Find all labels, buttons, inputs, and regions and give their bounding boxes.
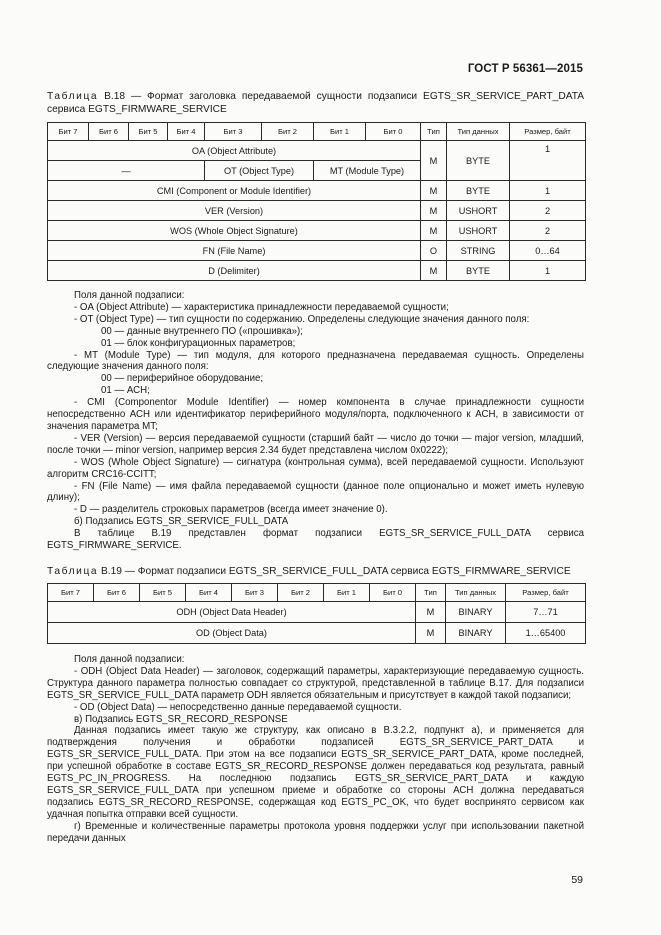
header-cell: Бит 5 <box>129 123 168 141</box>
paragraph: - MT (Module Type) — тип модуля, для которого предназначена передаваемая сущность. Определены следующие значения данного поля: <box>47 349 584 373</box>
size-cell: 1 <box>510 181 586 201</box>
data-type-cell: STRING <box>447 241 510 261</box>
paragraph: - OD (Object Data) — непосредственно данные передаваемой сущности. <box>74 701 402 713</box>
table-row <box>48 261 586 281</box>
paragraph: - OT (Object Type) — тип сущности по содержанию. Определены следующие значения данного поля: <box>74 313 530 325</box>
paragraph: - CMI (Componentor Module Identifier) — номер компонента в случае принадлежности сущности непосредственно АСН или идентификатор периферийного модуля/порта, подключенного к АСН, в зависимости от значения параметра MT; <box>47 397 584 432</box>
header-cell: Бит 1 <box>324 584 370 602</box>
table-18-caption-label: Таблица <box>47 91 99 102</box>
size-cell: 2 <box>510 221 586 241</box>
table-18 <box>47 122 586 281</box>
size-cell: 1 <box>510 261 586 281</box>
type-cell: O <box>421 241 447 261</box>
data-type-cell: BYTE <box>447 261 510 281</box>
paragraph: В таблице В.19 представлен формат подзаписи EGTS_SR_SERVICE_FULL_DATA сервиса EGTS_FIRMWARE_SERVICE. <box>47 528 584 552</box>
header-cell: Бит 2 <box>262 123 314 141</box>
header-cell: Бит 5 <box>140 584 186 602</box>
mt-cell: MT (Module Type) <box>314 161 421 181</box>
table-row <box>48 181 586 201</box>
paragraph: Поля данной подзаписи: <box>74 654 185 665</box>
header-cell: Бит 3 <box>205 123 262 141</box>
header-cell: Бит 0 <box>370 584 416 602</box>
header-cell: Бит 6 <box>94 584 140 602</box>
table-row <box>48 201 586 221</box>
size-cell: 7…71 <box>506 602 586 623</box>
table-19-caption-label: Таблица <box>47 566 99 577</box>
reserved-cell: — <box>48 161 205 181</box>
header-cell: Бит 7 <box>48 584 94 602</box>
header-cell: Бит 6 <box>89 123 129 141</box>
header-cell: Тип данных <box>446 584 506 602</box>
data-type-cell: BYTE <box>447 181 510 201</box>
table-row <box>48 141 586 161</box>
field-cell: FN (File Name) <box>48 241 421 261</box>
size-cell: 2 <box>510 201 586 221</box>
table-19-header-row <box>48 584 586 602</box>
paragraph: в) Подзапись EGTS_SR_RECORD_RESPONSE <box>74 713 288 725</box>
table-18-caption-text: B.18 — Формат заголовка передаваемой сущности подзаписи EGTS_SR_SERVICE_PART_DATA сервиса EGTS_FIRMWARE_SERVICE <box>47 91 584 115</box>
paragraph: - OA (Object Attribute) — характеристика принадлежности передаваемой сущности; <box>74 301 449 313</box>
paragraph: 01 — блок конфигурационных параметров; <box>101 337 296 349</box>
ot-cell: OT (Object Type) <box>205 161 314 181</box>
field-cell: ODH (Object Data Header) <box>48 602 416 623</box>
data-type-cell: BINARY <box>446 623 506 644</box>
header-cell: Размер, байт <box>506 584 586 602</box>
table-18-caption <box>47 90 584 116</box>
type-cell: M <box>421 181 447 201</box>
paragraph: Поля данной подзаписи: <box>74 290 185 301</box>
data-type-cell: BYTE <box>447 141 510 181</box>
size-cell: 1 <box>510 141 586 181</box>
field-cell: OD (Object Data) <box>48 623 416 644</box>
paragraph: 00 — периферийное оборудование; <box>101 373 264 385</box>
table-18-header-row <box>48 123 586 141</box>
paragraph: - VER (Version) — версия передаваемой сущности (старший байт — число до точки — major version, младший, после точки — minor version, например версия 2.34 будет представлена числом 0x0222); <box>47 432 584 456</box>
paragraph: б) Подзапись EGTS_SR_SERVICE_FULL_DATA <box>74 516 289 528</box>
header-cell: Бит 3 <box>232 584 278 602</box>
table-19-caption <box>47 565 584 578</box>
paragraph: Данная подзапись имеет такую же структуру, как описано в В.3.2.2, подпункт а), и применяется для подтверждения получения и обработки подзаписей EGTS_SR_SERVICE_PART_DATA и EGTS_SR_SERVICE_FULL_DATA. При этом на все подзаписи EGTS_SR_SERVICE_PART_DATA, кроме последней, при успешной обработке в составе EGTS_SR_RECORD_RESPONSE должен передаваться код результата, равный EGTS_PC_IN_PROGRESS. На последнюю подзапись EGTS_SR_SERVICE_PART_DATA и каждую EGTS_SR_SERVICE_FULL_DATA при успешном приеме и обработке со стороны АСН должна передаваться подзапись EGTS_SR_RECORD_RESPONSE, содержащая код EGTS_PC_OK, что будет воспринято сервисом как удачная попытка отправки всей сущности. <box>47 725 584 820</box>
field-cell: D (Delimiter) <box>48 261 421 281</box>
header-cell: Тип <box>421 123 447 141</box>
header-cell: Бит 4 <box>186 584 232 602</box>
body-text-2 <box>47 654 584 845</box>
paragraph: - ODH (Object Data Header) — заголовок, содержащий параметры, характеризующие передаваемую сущность. Структура данного параметра полностью совпадает со структурой, представленной в таблице В.17. Для подзаписи EGTS_SR_SERVICE_FULL_DATA параметр ODH является обязательным и присутствует в каждой такой подзаписи; <box>47 665 584 701</box>
size-cell: 1…65400 <box>506 623 586 644</box>
type-cell: M <box>421 201 447 221</box>
field-cell: WOS (Whole Object Signature) <box>48 221 421 241</box>
header-cell: Тип <box>416 584 446 602</box>
table-19 <box>47 583 586 644</box>
paragraph: - WOS (Whole Object Signature) — сигнатура (контрольная сумма), всей передаваемой сущности. Используют алгоритм CRC16-CCITT; <box>47 456 584 480</box>
header-cell: Бит 0 <box>366 123 421 141</box>
table-row <box>48 221 586 241</box>
header-cell: Бит 2 <box>278 584 324 602</box>
data-type-cell: BINARY <box>446 602 506 623</box>
paragraph: - D — разделитель строковых параметров (всегда имеет значение 0). <box>74 504 388 516</box>
data-type-cell: USHORT <box>447 221 510 241</box>
header-cell: Тип данных <box>447 123 510 141</box>
data-type-cell: USHORT <box>447 201 510 221</box>
table-row <box>48 623 586 644</box>
paragraph: 00 — данные внутреннего ПО («прошивка»); <box>101 325 303 337</box>
paragraph: г) Временные и количественные параметры протокола уровня поддержки услуг при использовании пакетной передачи данных <box>47 820 584 844</box>
size-cell: 0…64 <box>510 241 586 261</box>
header-cell: Размер, байт <box>510 123 586 141</box>
type-cell: M <box>416 602 446 623</box>
table-19-caption-text: B.19 — Формат подзаписи EGTS_SR_SERVICE_FULL_DATA сервиса EGTS_FIRMWARE_SERVICE <box>98 566 571 577</box>
table-row <box>48 241 586 261</box>
body-text-1 <box>47 290 584 552</box>
page-number: 59 <box>571 874 583 886</box>
type-cell: M <box>421 141 447 181</box>
paragraph: - FN (File Name) — имя файла передаваемой сущности (данное поле опционально и может иметь нулевую длину); <box>47 480 584 504</box>
type-cell: M <box>421 221 447 241</box>
field-cell: VER (Version) <box>48 201 421 221</box>
table-row <box>48 602 586 623</box>
paragraph: 01 — АСН; <box>101 385 150 397</box>
header-cell: Бит 7 <box>48 123 89 141</box>
field-cell: CMI (Component or Module Identifier) <box>48 181 421 201</box>
field-cell: OA (Object Attribute) <box>48 141 421 161</box>
header-cell: Бит 1 <box>314 123 366 141</box>
header-cell: Бит 4 <box>168 123 205 141</box>
type-cell: M <box>421 261 447 281</box>
type-cell: M <box>416 623 446 644</box>
standard-number: ГОСТ Р 56361—2015 <box>467 63 583 75</box>
